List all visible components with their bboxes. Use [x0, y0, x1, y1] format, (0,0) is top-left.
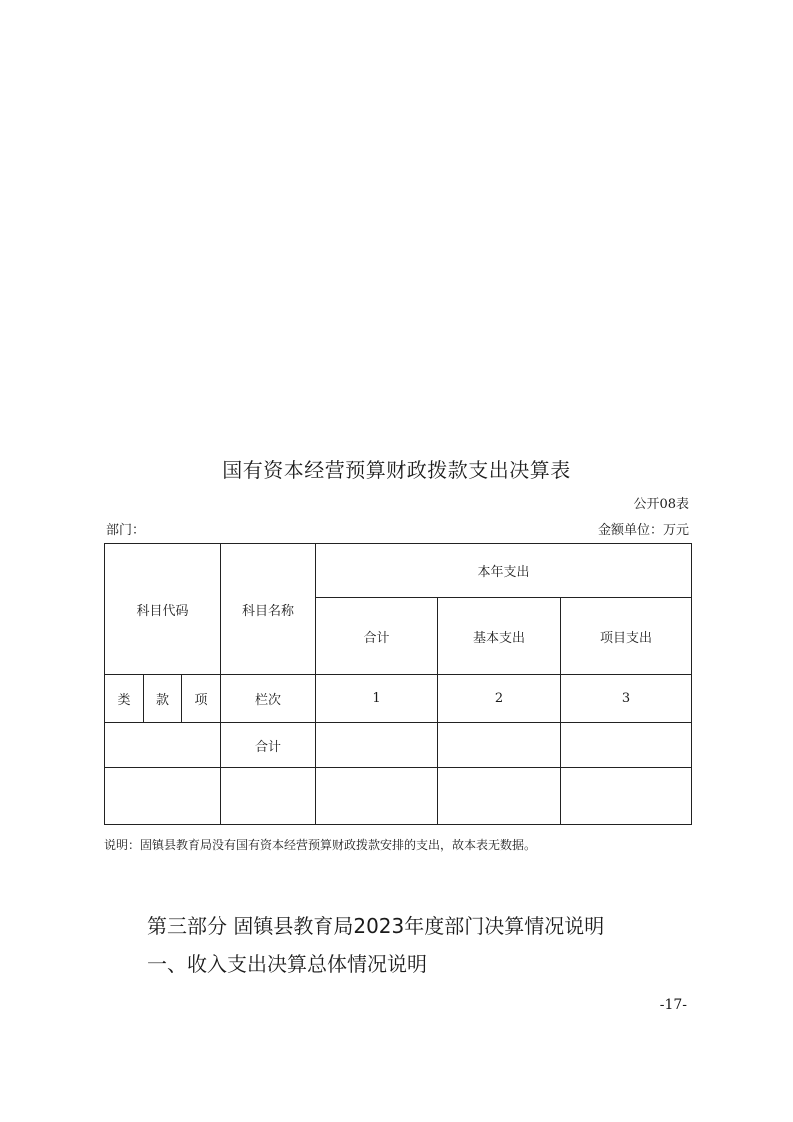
- project-expenditure-header: 项目支出: [561, 598, 692, 675]
- column-number-2: 2: [438, 675, 561, 723]
- subject-name-header: 科目名称: [221, 544, 316, 675]
- empty-row-name-cell: [221, 768, 316, 825]
- subsection-heading: 一、收入支出决算总体情况说明: [147, 952, 427, 976]
- table-note: 说明：固镇县教育局没有国有资本经营预算财政拨款安排的支出，故本表无数据。: [104, 838, 537, 852]
- form-number: 公开08表: [633, 497, 689, 512]
- empty-row-project-cell: [561, 768, 692, 825]
- table-row: [105, 723, 692, 768]
- total-row-code-cell: [105, 723, 221, 768]
- page-number: -17-: [659, 997, 687, 1013]
- column-number-1: 1: [316, 675, 438, 723]
- unit-label: 金额单位：万元: [597, 523, 689, 538]
- empty-row-total-cell: [316, 768, 438, 825]
- expenditure-table: [104, 543, 692, 825]
- total-row-total-cell: [316, 723, 438, 768]
- section-header: 款: [144, 675, 182, 723]
- section-heading: 第三部分 固镇县教育局2023年度部门决算情况说明: [147, 914, 605, 938]
- total-row-label: 合计: [221, 723, 316, 768]
- total-row-project-cell: [561, 723, 692, 768]
- item-header: 项: [182, 675, 221, 723]
- total-row-basic-cell: [438, 723, 561, 768]
- class-header: 类: [105, 675, 144, 723]
- basic-expenditure-header: 基本支出: [438, 598, 561, 675]
- empty-row-code-cell: [105, 768, 221, 825]
- table-row: [105, 768, 692, 825]
- department-label: 部门：: [106, 523, 146, 538]
- table-title: 国有资本经营预算财政拨款支出决算表: [222, 458, 571, 482]
- subject-code-header: 科目代码: [105, 544, 221, 675]
- column-number-3: 3: [561, 675, 692, 723]
- column-order-header: 栏次: [221, 675, 316, 723]
- empty-row-basic-cell: [438, 768, 561, 825]
- total-header: 合计: [316, 598, 438, 675]
- current-year-expenditure-header: 本年支出: [316, 544, 692, 598]
